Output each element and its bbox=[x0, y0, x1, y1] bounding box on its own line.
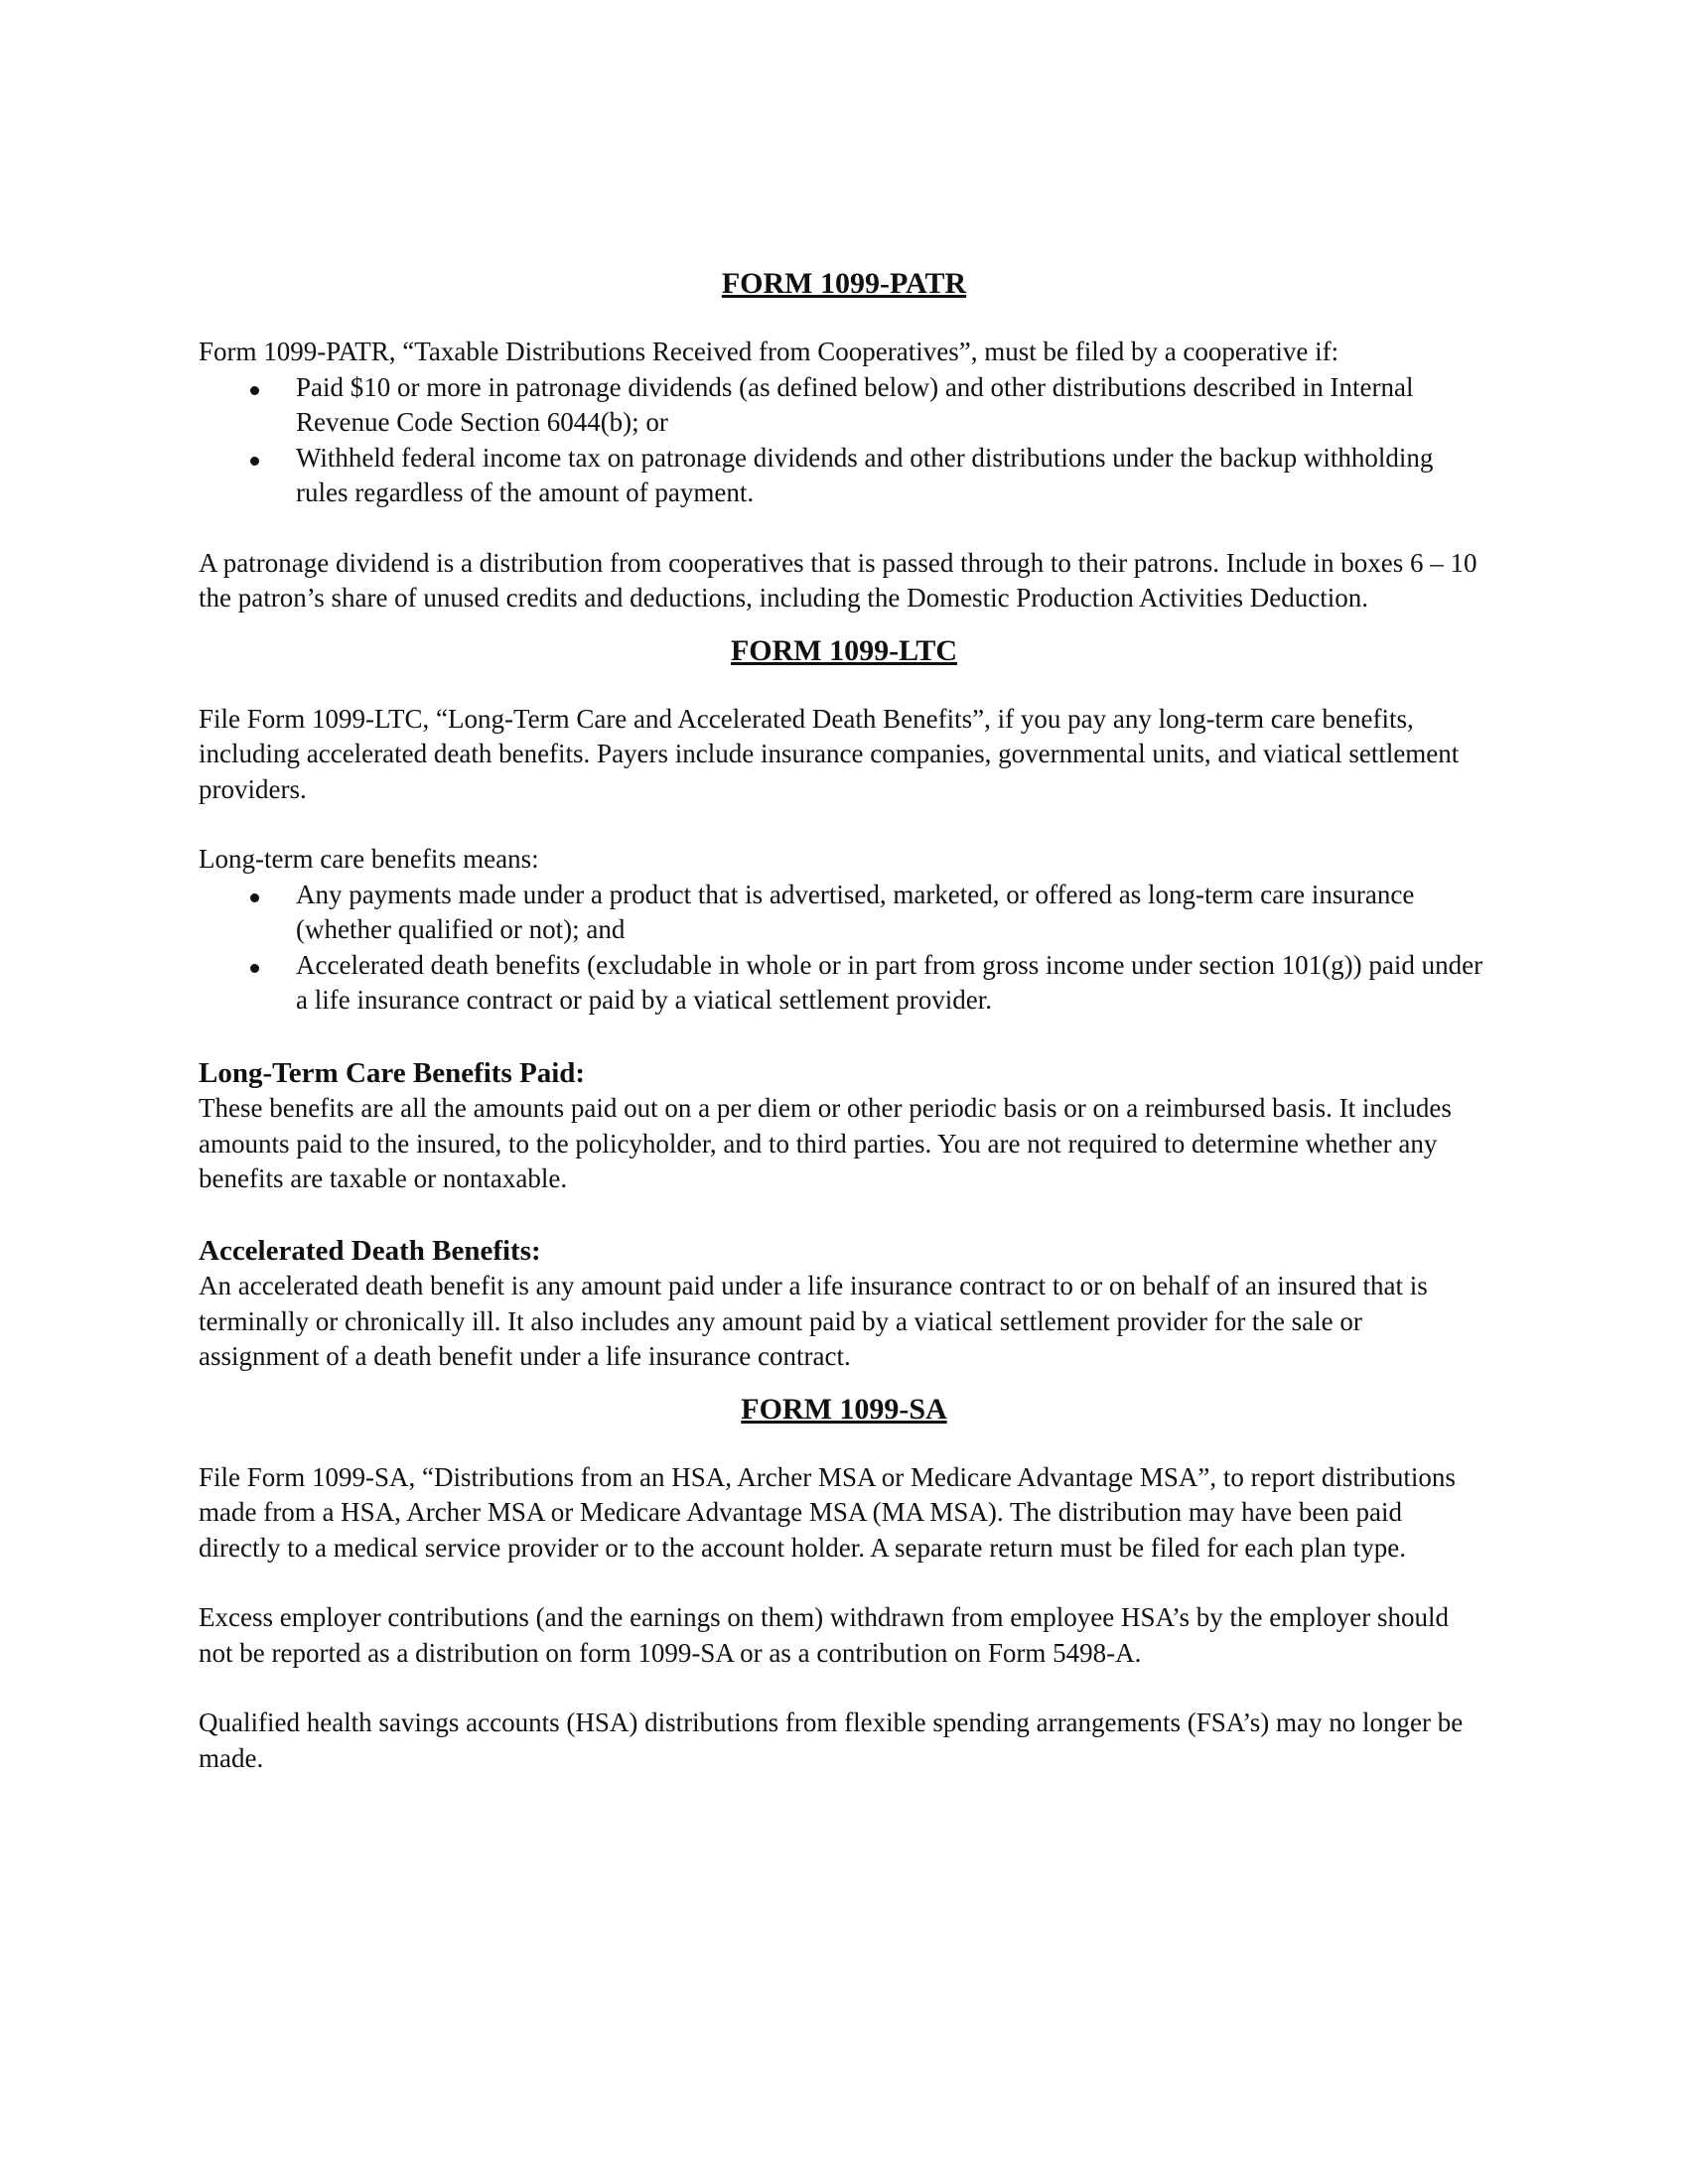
patr-title: FORM 1099-PATR bbox=[721, 267, 967, 300]
list-item bbox=[199, 441, 1489, 511]
page-content bbox=[199, 266, 1489, 1776]
bullet-icon bbox=[250, 386, 259, 395]
sa-qualified: Qualified health savings accounts (HSA) distributions from flexible spending arrangements (FSA’s) may no longer be made. bbox=[199, 1707, 1464, 1773]
ltc-means-label: Long-term care benefits means: bbox=[199, 844, 539, 874]
bullet-icon bbox=[250, 964, 259, 973]
ltc-bullet-list bbox=[199, 878, 1489, 1019]
list-item bbox=[199, 878, 1489, 948]
sa-excess: Excess employer contributions (and the earnings on them) withdrawn from employee HSA’s by the employer should not be reported as a distribution on form 1099-SA or as a contribution on Form 5498-A. bbox=[199, 1602, 1449, 1668]
ltc-bullet-text: Any payments made under a product that is advertised, marketed, or offered as long-term care insurance (whether qualified or not); and bbox=[296, 879, 1415, 944]
ltc-paid-text: These benefits are all the amounts paid out on a per diem or other periodic basis or on a reimbursed basis. It includes amounts paid to the insured, to the policyholder, and to third parties. You are not required to determine whether any benefits are taxable or nontaxable. bbox=[199, 1093, 1452, 1193]
ltc-intro: File Form 1099-LTC, “Long-Term Care and Accelerated Death Benefits”, if you pay any long-term care benefits, including accelerated death benefits. Payers include insurance companies, governmental units, and viatical settlement providers. bbox=[199, 703, 1460, 804]
ltc-adb-text: An accelerated death benefit is any amount paid under a life insurance contract to or on behalf of an insured that is terminally or chronically ill. It also includes any amount paid by a viatical settlement provider for the sale or assignment of a death benefit under a life insurance contract. bbox=[199, 1271, 1428, 1371]
ltc-bullet-text: Accelerated death benefits (excludable in whole or in part from gross income under section 101(g)) paid under a life insurance contract or paid by a viatical settlement provider. bbox=[296, 949, 1483, 1015]
ltc-title: FORM 1099-LTC bbox=[730, 633, 958, 667]
ltc-adb-heading: Accelerated Death Benefits: bbox=[199, 1234, 541, 1267]
bullet-icon bbox=[250, 457, 259, 466]
sa-intro: File Form 1099-SA, “Distributions from an HSA, Archer MSA or Medicare Advantage MSA”, to report distributions made from a HSA, Archer MSA or Medicare Advantage MSA (MA MSA). The distribution may have been paid directly to a medical service provider or to the account holder. A separate return must be filed for each plan type. bbox=[199, 1461, 1456, 1563]
list-item bbox=[199, 948, 1489, 1019]
sa-title: FORM 1099-SA bbox=[741, 1392, 947, 1426]
patr-intro: Form 1099-PATR, “Taxable Distributions Received from Cooperatives”, must be filed by a cooperative if: bbox=[199, 337, 1339, 366]
patr-definition: A patronage dividend is a distribution from cooperatives that is passed through to their patrons. Include in boxes 6 – 10 the patron’s share of unused credits and deductions, including the Domestic Production Activities Deduction. bbox=[199, 547, 1477, 613]
ltc-paid-heading: Long-Term Care Benefits Paid: bbox=[199, 1056, 586, 1089]
patr-bullet-text: Paid $10 or more in patronage dividends (as defined below) and other distributions described in Internal Revenue Code Section 6044(b); or bbox=[296, 371, 1414, 437]
list-item bbox=[199, 370, 1489, 441]
patr-bullet-list bbox=[199, 370, 1489, 511]
patr-bullet-text: Withheld federal income tax on patronage dividends and other distributions under the backup withholding rules regardless of the amount of payment. bbox=[296, 442, 1434, 507]
bullet-icon bbox=[250, 893, 259, 902]
